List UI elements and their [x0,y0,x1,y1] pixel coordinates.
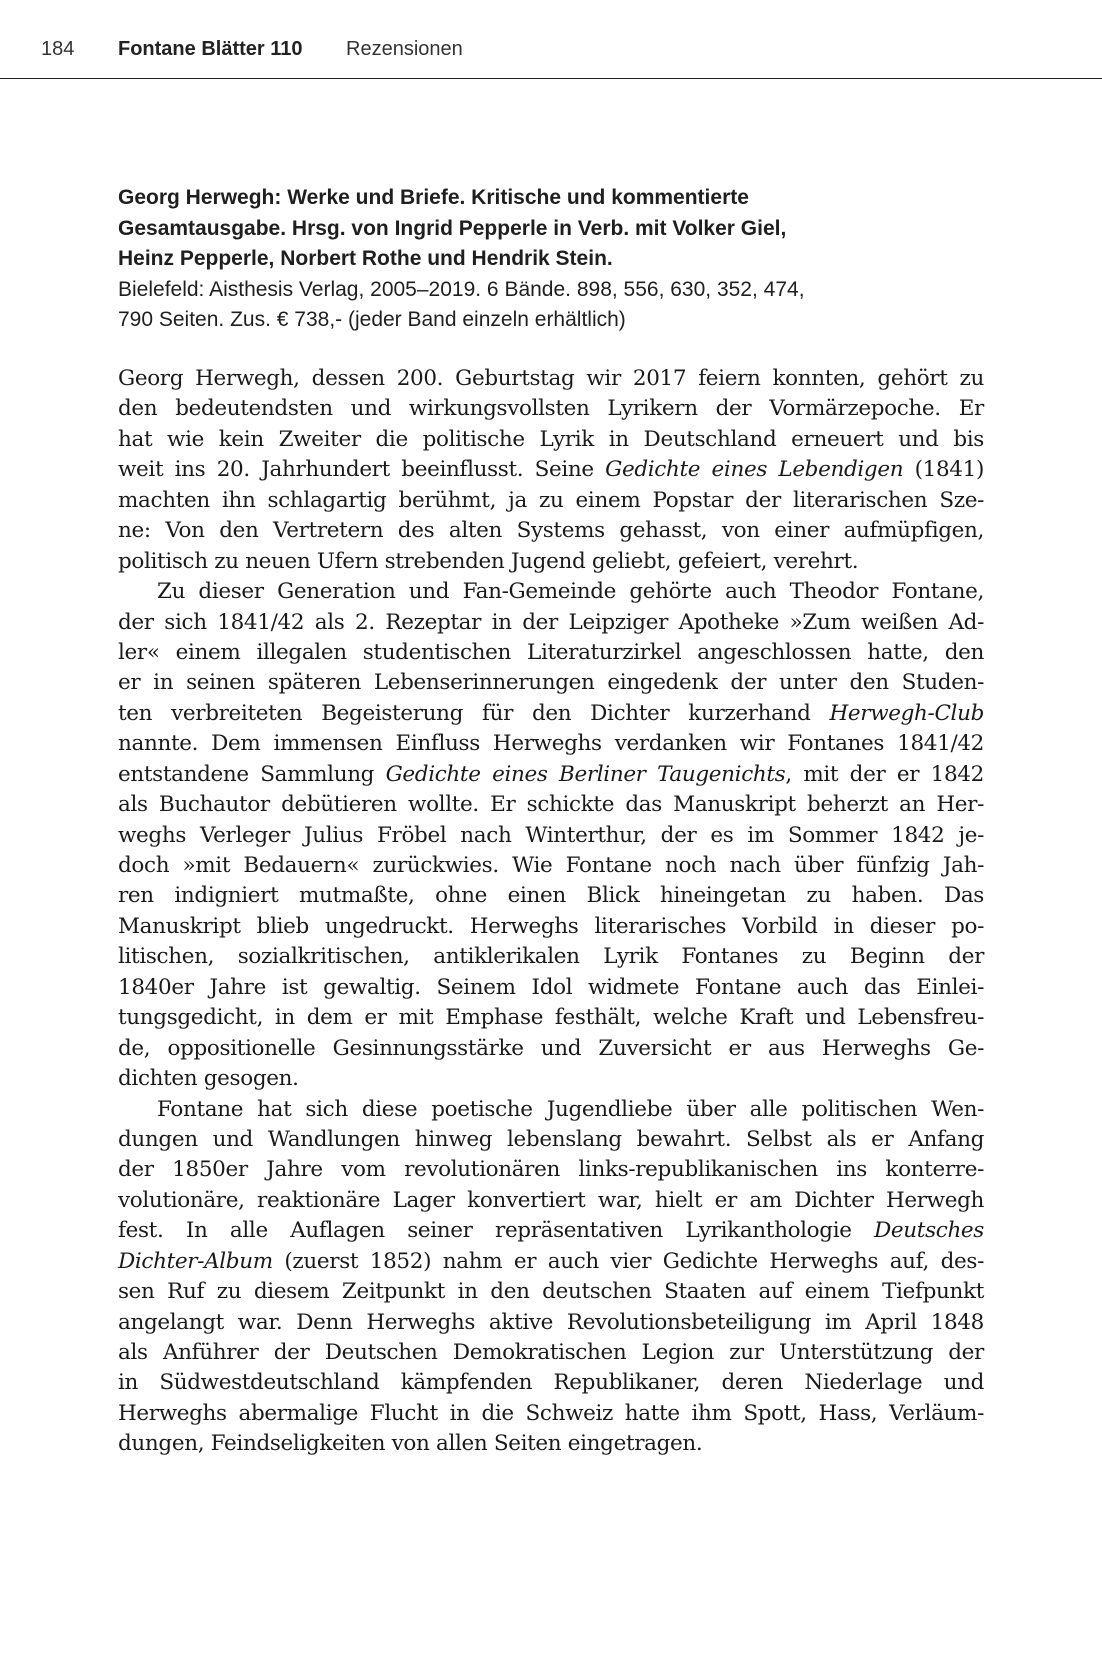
text-line [118,1003,984,1033]
text-segment: politisch zu neuen Ufern strebenden Jugend geliebt, gefeiert, verehrt. [118,548,859,574]
biblio-title-line: Heinz Pepperle, Norbert Rothe und Hendrik Stein. [118,247,613,270]
text-line [118,425,984,455]
text-line [118,1155,984,1185]
text-line [118,394,984,424]
text-line [118,1308,984,1338]
text-line [118,486,984,516]
text-line [118,1216,984,1246]
text-segment: Georg Herwegh, dessen 200. Geburtstag wir 2017 feiern konnten, gehört zu [118,366,984,391]
text-segment: Fontane hat sich diese poetische Jugendliebe über alle politischen Wen- [157,1096,984,1122]
text-segment: machten ihn schlagartig berühmt, ja zu einem Popstar der literarischen Sze- [118,487,984,513]
text-segment: dichten gesogen. [118,1066,299,1092]
text-line [118,851,984,881]
text-line [118,364,984,394]
text-line [118,516,984,546]
text-line [118,1368,984,1398]
text-line [118,699,984,729]
text-line [118,1247,984,1277]
text-segment: als Anführer der Deutschen Demokratischen Legion zur Unterstützung der [118,1340,984,1365]
text-segment: der 1850er Jahre vom revolutionären links-republikanischen ins konterre- [118,1157,984,1183]
text-segment: ren indigniert mutmaßte, ohne einen Blick hineingetan zu haben. Das [118,883,984,909]
text-line [118,1399,984,1429]
text-segment: litischen, sozialkritischen, antiklerikalen Lyrik Fontanes zu Beginn der [118,944,984,970]
text-line [118,638,984,668]
text-segment: dungen, Feindseligkeiten von allen Seiten eingetragen. [118,1431,703,1457]
biblio-publication-line: Bielefeld: Aisthesis Verlag, 2005–2019. 6 Bände. 898, 556, 630, 352, 474, [118,277,805,301]
text-segment: angelangt war. Denn Herweghs aktive Revolutionsbeteiligung im April 1848 [118,1309,984,1335]
text-line [118,1095,984,1125]
text-segment: ten verbreiteten Begeisterung für den Dichter kurzerhand [118,700,830,726]
section-title: Rezensionen [346,38,463,60]
italic-title: Gedichte eines Berliner Taugenichts [385,761,786,787]
text-segment: weghs Verleger Julius Fröbel nach Winterthur, der es im Sommer 1842 je- [118,822,984,848]
journal-title: Fontane Blätter 110 [118,38,303,60]
text-line [118,821,984,851]
text-segment: den bedeutendsten und wirkungsvollsten Lyrikern der Vormärzepoche. Er [118,396,984,422]
bibliographic-entry [118,183,978,336]
text-line [118,608,984,638]
text-segment: (zuerst 1852) nahm er auch vier Gedichte Herweghs auf, des- [272,1248,984,1274]
text-segment: hat wie kein Zweiter die politische Lyrik in Deutschland erneuert und bis [118,426,984,452]
text-line [118,1186,984,1216]
text-segment: 1840er Jahre ist gewaltig. Seinem Idol widmete Fontane auch das Einlei- [118,974,984,1000]
text-segment: volutionäre, reaktionäre Lager konvertiert war, hielt er am Dichter Herwegh [118,1187,984,1213]
text-line [118,1429,984,1459]
text-segment: tungsgedicht, in dem er mit Emphase festhält, welche Kraft und Lebensfreu- [118,1005,984,1031]
text-segment: als Buchautor debütieren wollte. Er schickte das Manuskript beherzt an Her- [118,792,984,818]
text-segment: entstandene Sammlung [118,761,386,787]
text-line [118,790,984,820]
italic-title: Dichter-Album [118,1248,273,1274]
text-segment: Zu dieser Generation und Fan-Gemeinde gehörte auch Theodor Fontane, [157,579,984,605]
text-segment: fest. In alle Auflagen seiner repräsentativen Lyrikanthologie [118,1218,875,1244]
running-head [0,0,1102,79]
biblio-publication-line: 790 Seiten. Zus. € 738,- (jeder Band einzeln erhältlich) [118,308,626,331]
text-line [118,1277,984,1307]
text-line [118,1064,984,1094]
text-line [118,577,984,607]
text-segment: sen Ruf zu diesem Zeitpunkt in den deutschen Staaten auf einem Tiefpunkt [118,1279,984,1305]
text-line [118,942,984,972]
text-segment: er in seinen späteren Lebenserinnerungen eingedenk der unter den Studen- [118,670,984,696]
text-line [118,973,984,1003]
text-segment: (1841) [903,457,984,483]
text-segment: der sich 1841/42 als 2. Rezeptar in der Leipziger Apotheke »Zum weißen Ad- [118,609,984,635]
italic-title: Gedichte eines Lebendigen [605,457,904,483]
text-line [118,760,984,790]
text-line [118,1338,984,1368]
page-number: 184 [41,38,75,60]
text-line [118,1125,984,1155]
text-segment: weit ins 20. Jahrhundert beeinflusst. Seine [118,457,606,483]
text-segment: , mit der er 1842 [785,761,984,787]
italic-title: Herwegh-Club [829,700,984,726]
text-segment: Herweghs abermalige Flucht in die Schweiz hatte ihm Spott, Hass, Verläum- [118,1400,984,1426]
text-line [118,547,984,577]
text-line [118,912,984,942]
text-line [118,455,984,485]
text-segment: ler« einem illegalen studentischen Literaturzirkel angeschlossen hatte, den [118,639,984,665]
text-segment: nannte. Dem immensen Einfluss Herweghs verdanken wir Fontanes 1841/42 [118,731,984,757]
text-line [118,729,984,759]
biblio-title-line: Georg Herwegh: Werke und Briefe. Kritische und kommentierte [118,186,749,209]
text-line [118,881,984,911]
text-segment: Manuskript blieb ungedruckt. Herweghs literarisches Vorbild in dieser po- [118,913,984,939]
text-segment: doch »mit Bedauern« zurückwies. Wie Fontane noch nach über fünfzig Jah- [118,853,984,878]
italic-title: Deutsches [874,1218,984,1244]
text-segment: dungen und Wandlungen hinweg lebenslang bewahrt. Selbst als er Anfang [118,1126,984,1152]
text-line [118,1034,984,1064]
text-line [118,668,984,698]
biblio-title-line: Gesamtausgabe. Hrsg. von Ingrid Pepperle in Verb. mit Volker Giel, [118,216,787,240]
review-body [118,364,984,1460]
text-segment: de, oppositionelle Gesinnungsstärke und Zuversicht er aus Herweghs Ge- [118,1035,984,1061]
text-segment: in Südwestdeutschland kämpfenden Republikaner, deren Niederlage und [118,1370,984,1396]
text-segment: ne: Von den Vertretern des alten Systems gehasst, von einer aufmüpfigen, [118,518,984,544]
